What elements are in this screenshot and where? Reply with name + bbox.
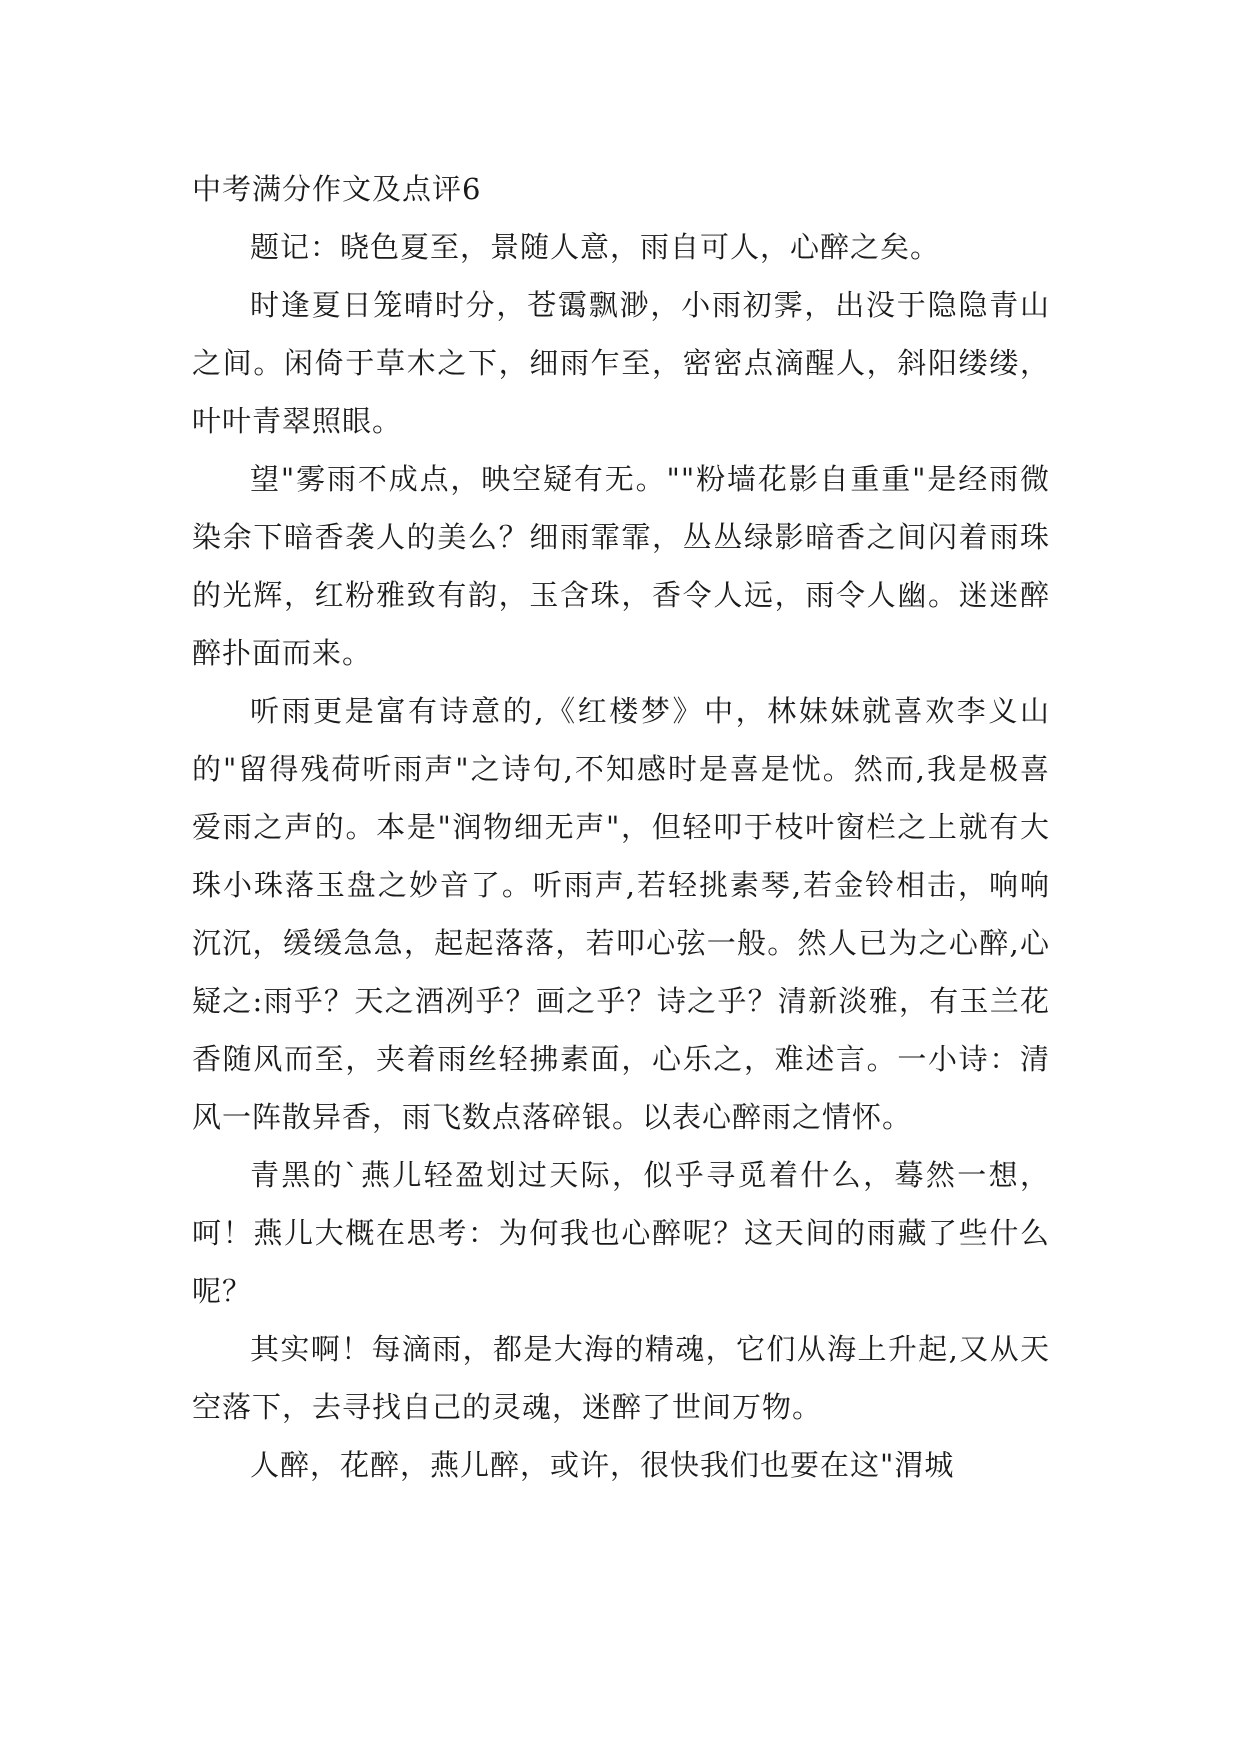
document-body	[192, 160, 1050, 1494]
paragraph: 青黑的`燕儿轻盈划过天际，似乎寻觅着什么，蓦然一想，呵！燕儿大概在思考：为何我也心醉呢？这天间的雨藏了些什么呢？	[192, 1158, 1050, 1308]
paragraph: 人醉，花醉，燕儿醉，或许，很快我们也要在这"渭城	[250, 1448, 955, 1482]
paragraph: 时逢夏日笼晴时分，苍霭飘渺，小雨初霁，出没于隐隐青山之间。闲倚于草木之下，细雨乍至，密密点滴醒人，斜阳缕缕，叶叶青翠照眼。	[192, 288, 1050, 438]
paragraph: 望"雾雨不成点，映空疑有无。""粉墙花影自重重"是经雨微染余下暗香袭人的美么？细雨霏霏，丛丛绿影暗香之间闪着雨珠的光辉，红粉雅致有韵，玉含珠，香令人远，雨令人幽。迷迷醉醉扑面而来。	[192, 462, 1050, 670]
paragraph: 听雨更是富有诗意的,《红楼梦》中，林妹妹就喜欢李义山的"留得残荷听雨声"之诗句,不知感时是喜是忧。然而,我是极喜爱雨之声的。本是"润物细无声"，但轻叩于枝叶窗栏之上就有大珠小珠落玉盘之妙音了。听雨声,若轻挑素琴,若金铃相击，响响沉沉，缓缓急急，起起落落，若叩心弦一般。然人已为之心醉,心疑之:雨乎？天之酒冽乎？画之乎？诗之乎？清新淡雅，有玉兰花香随风而至，夹着雨丝轻拂素面，心乐之，难述言。一小诗：清风一阵散异香，雨飞数点落碎银。以表心醉雨之情怀。	[192, 694, 1050, 1134]
paragraph: 其实啊！每滴雨，都是大海的精魂，它们从海上升起,又从天空落下，去寻找自己的灵魂，迷醉了世间万物。	[192, 1332, 1050, 1424]
document-title: 中考满分作文及点评6	[192, 172, 482, 206]
paragraph-epigraph: 题记：晓色夏至，景随人意，雨自可人，心醉之矣。	[250, 230, 941, 264]
